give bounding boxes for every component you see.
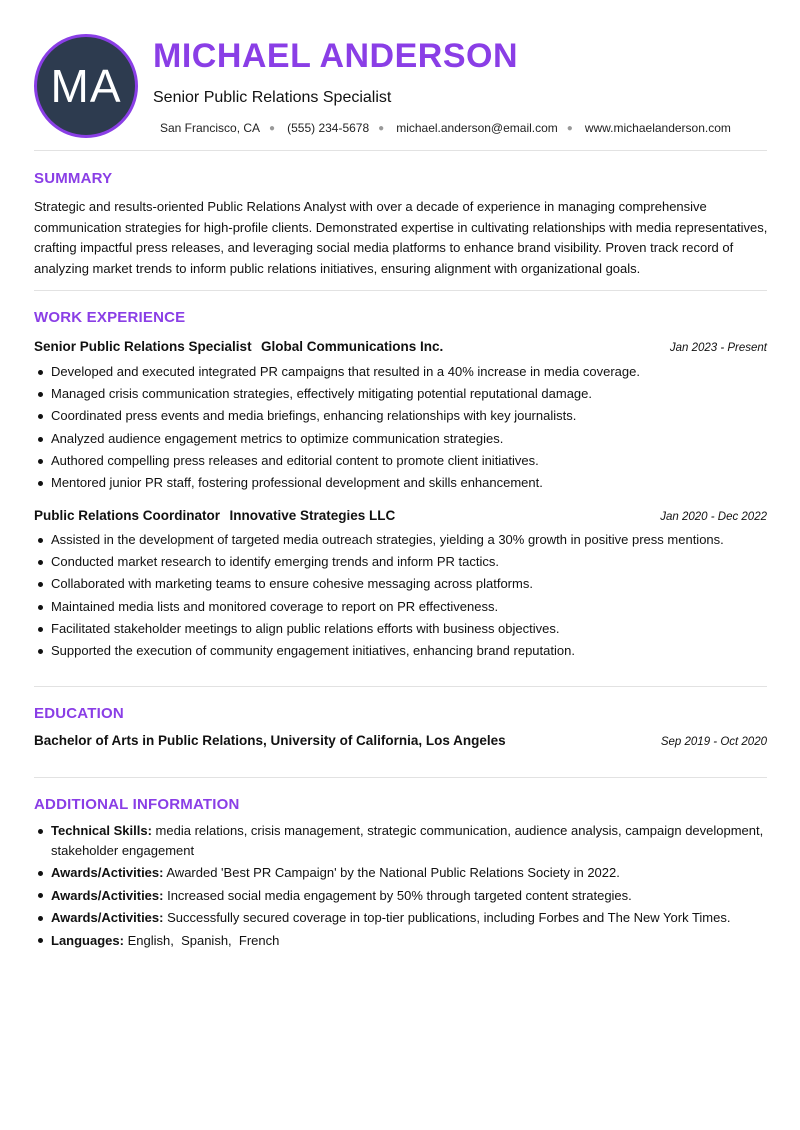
info-text: media relations, crisis management, strategic communication, audience analysis, campaign development, stakeholder engagement bbox=[51, 823, 764, 858]
contact-location: San Francisco, CA bbox=[160, 121, 261, 135]
contact-website[interactable]: www.michaelanderson.com bbox=[584, 121, 731, 135]
summary-text: Strategic and results-oriented Public Relations Analyst with over a decade of experience in managing comprehensive communication strategies for high-profile clients. Demonstrated expertise in cultivating relationships with media representatives, crafting impactful press releases, and leveraging social media platforms to enhance brand visibility. Proven track record of analyzing market trends to inform public relations initiatives, ensuring alignment with organizational goals. bbox=[34, 199, 768, 276]
list-item bbox=[51, 931, 784, 951]
contact-bar bbox=[160, 121, 731, 135]
info-text: Successfully secured coverage in top-tier publications, including Forbes and The New York Times. bbox=[167, 910, 731, 925]
info-label: Awards/Activities: bbox=[51, 865, 164, 880]
list-item bbox=[51, 886, 784, 906]
list-item: Authored compelling press releases and editorial content to promote client initiatives. bbox=[51, 450, 784, 472]
info-label: Awards/Activities: bbox=[51, 887, 164, 903]
education-heading: EDUCATION bbox=[34, 705, 124, 722]
education-dates: Sep 2019 - Oct 2020 bbox=[660, 736, 767, 748]
info-text: English, Spanish, French bbox=[127, 932, 280, 948]
divider bbox=[34, 290, 767, 291]
divider bbox=[34, 150, 767, 151]
list-item bbox=[51, 908, 784, 928]
job-header bbox=[34, 338, 767, 356]
contact-email[interactable]: michael.anderson@email.com bbox=[396, 121, 558, 135]
job-role: Senior Public Relations Specialist bbox=[34, 339, 252, 354]
candidate-name: MICHAEL ANDERSON bbox=[153, 37, 519, 75]
list-item: Supported the execution of community engagement initiatives, enhancing brand reputation. bbox=[51, 640, 784, 662]
list-item: Maintained media lists and monitored coverage to report on PR effectiveness. bbox=[51, 596, 784, 618]
separator-dot-icon: ● bbox=[378, 122, 385, 134]
list-item bbox=[51, 863, 784, 883]
education-entry bbox=[34, 733, 767, 748]
job-role: Public Relations Coordinator bbox=[34, 508, 221, 523]
divider bbox=[34, 686, 767, 687]
summary-heading: SUMMARY bbox=[34, 170, 113, 187]
info-label: Languages: bbox=[51, 932, 124, 948]
info-label: Technical Skills: bbox=[51, 823, 152, 838]
job-bullets bbox=[34, 361, 784, 494]
job-company: Global Communications Inc. bbox=[261, 339, 444, 354]
job-header bbox=[34, 507, 767, 525]
list-item: Managed crisis communication strategies, effectively mitigating potential reputational damage. bbox=[51, 383, 784, 405]
job-dates: Jan 2023 - Present bbox=[669, 342, 767, 354]
list-item: Collaborated with marketing teams to ensure cohesive messaging across platforms. bbox=[51, 573, 784, 595]
separator-dot-icon: ● bbox=[269, 122, 276, 134]
list-item: Mentored junior PR staff, fostering professional development and skills enhancement. bbox=[51, 472, 784, 494]
additional-list bbox=[34, 821, 784, 953]
info-text: Awarded 'Best PR Campaign' by the National Public Relations Society in 2022. bbox=[166, 865, 620, 880]
info-label: Awards/Activities: bbox=[51, 910, 164, 925]
job-dates: Jan 2020 - Dec 2022 bbox=[660, 511, 767, 523]
contact-phone: (555) 234-5678 bbox=[287, 121, 370, 135]
list-item bbox=[51, 821, 784, 860]
job-company: Innovative Strategies LLC bbox=[229, 508, 396, 523]
education-degree: Bachelor of Arts in Public Relations, University of California, Los Angeles bbox=[34, 733, 506, 748]
list-item: Assisted in the development of targeted media outreach strategies, yielding a 30% growth in positive press mentions. bbox=[51, 529, 784, 551]
experience-heading: WORK EXPERIENCE bbox=[34, 309, 186, 326]
candidate-title: Senior Public Relations Specialist bbox=[153, 89, 392, 106]
job-bullets bbox=[34, 529, 784, 662]
list-item: Coordinated press events and media briefings, enhancing relationships with key journalists. bbox=[51, 405, 784, 427]
avatar bbox=[34, 34, 138, 138]
list-item: Developed and executed integrated PR campaigns that resulted in a 40% increase in media coverage. bbox=[51, 361, 784, 383]
list-item: Facilitated stakeholder meetings to align public relations efforts with business objectives. bbox=[51, 618, 784, 640]
additional-heading: ADDITIONAL INFORMATION bbox=[34, 796, 240, 813]
list-item: Conducted market research to identify emerging trends and inform PR tactics. bbox=[51, 551, 784, 573]
avatar-initials: MA bbox=[50, 60, 122, 112]
separator-dot-icon: ● bbox=[566, 122, 573, 134]
info-text: Increased social media engagement by 50% through targeted content strategies. bbox=[167, 887, 632, 903]
divider bbox=[34, 777, 767, 778]
list-item: Analyzed audience engagement metrics to optimize communication strategies. bbox=[51, 428, 784, 450]
